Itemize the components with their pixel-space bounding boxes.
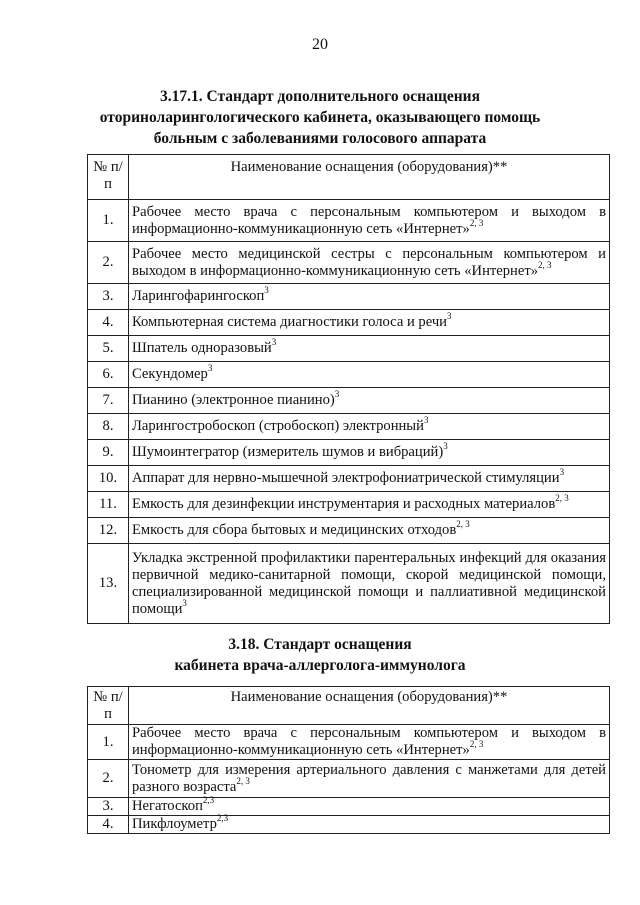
- footnote-reference: 2, 3: [469, 217, 484, 228]
- equipment-name: Пикфлоуметр: [132, 816, 217, 832]
- table-row: [88, 466, 610, 492]
- table-row: [88, 816, 610, 834]
- equipment-cell: [129, 388, 610, 414]
- row-number: 3.: [88, 798, 129, 816]
- equipment-cell: [129, 336, 610, 362]
- row-number: 6.: [88, 362, 129, 388]
- header-number: № п/п: [88, 155, 129, 200]
- row-number: 10.: [88, 466, 129, 492]
- equipment-cell: [129, 362, 610, 388]
- section-title-line: 3.18. Стандарт оснащения: [228, 636, 412, 653]
- section-title-line: 3.17.1. Стандарт дополнительного оснащения: [160, 88, 480, 105]
- equipment-name: Негатоскоп: [132, 798, 203, 814]
- equipment-name: Емкость для дезинфекции инструментария и расходных материалов: [132, 496, 556, 512]
- table-row: [88, 518, 610, 544]
- table-header-row: [88, 155, 610, 200]
- equipment-name: Рабочее место медицинской сестры с персональным компьютером и выходом в информационно-коммуникационную сеть «Интернет»: [132, 245, 606, 279]
- table-row: [88, 414, 610, 440]
- table-row: [88, 388, 610, 414]
- equipment-cell: [129, 414, 610, 440]
- footnote-reference: 3: [182, 597, 187, 608]
- equipment-name: Компьютерная система диагностики голоса и речи: [132, 314, 447, 330]
- equipment-cell: [129, 544, 610, 624]
- table-header-row: [88, 687, 610, 725]
- equipment-cell: [129, 760, 610, 798]
- row-number: 2.: [88, 242, 129, 284]
- footnote-reference: 3: [264, 285, 269, 296]
- table-row: [88, 440, 610, 466]
- row-number: 11.: [88, 492, 129, 518]
- equipment-cell: [129, 795, 610, 816]
- row-number: 8.: [88, 414, 129, 440]
- row-number: 9.: [88, 440, 129, 466]
- equipment-table-3-17-1: [87, 154, 610, 624]
- footnote-reference: 2, 3: [456, 519, 470, 530]
- equipment-table-3-18: [87, 686, 610, 834]
- table-row: [88, 725, 610, 760]
- row-number: 5.: [88, 336, 129, 362]
- equipment-name: Шумоинтегратор (измеритель шумов и вибраций): [132, 444, 444, 460]
- table-row: [88, 242, 610, 284]
- equipment-name: Ларингостробоскоп (стробоскоп) электронный: [132, 418, 424, 434]
- equipment-name: Тонометр для измерения артериального давления с манжетами для детей разного возраста: [132, 761, 606, 795]
- equipment-name: Укладка экстренной профилактики парентеральных инфекций для оказания первичной медико-санитарной помощи, скорой медицинской помощи, специализированной медицинской помощи и паллиативной медицинской помощи: [132, 549, 606, 617]
- equipment-cell: [129, 284, 610, 310]
- row-number: 3.: [88, 284, 129, 310]
- footnote-reference: 2,3: [216, 813, 229, 824]
- equipment-name: Пианино (электронное пианино): [132, 392, 335, 408]
- table-row: [88, 798, 610, 816]
- equipment-name: Емкость для сбора бытовых и медицинских отходов: [132, 522, 457, 538]
- footnote-reference: 2, 3: [236, 775, 250, 786]
- equipment-name: Рабочее место врача с персональным компьютером и выходом в информационно-коммуникационную сеть «Интернет»: [132, 725, 606, 758]
- footnote-reference: 3: [207, 363, 213, 374]
- equipment-cell: [129, 200, 610, 242]
- table-row: [88, 544, 610, 624]
- row-number: 4.: [88, 816, 129, 834]
- equipment-name: Ларингофарингоскоп: [132, 288, 265, 304]
- equipment-cell: [129, 242, 610, 284]
- table-row: [88, 284, 610, 310]
- table-row: [88, 336, 610, 362]
- table-row: [88, 492, 610, 518]
- footnote-reference: 2, 3: [555, 493, 569, 504]
- equipment-cell: [129, 725, 610, 760]
- equipment-name: Шпатель одноразовый: [132, 340, 272, 356]
- row-number: 13.: [88, 544, 129, 624]
- footnote-reference: 3: [559, 467, 565, 478]
- footnote-reference: 3: [443, 441, 448, 452]
- equipment-name: Секундомер: [132, 366, 208, 382]
- table-row: [88, 310, 610, 336]
- equipment-cell: [129, 466, 610, 492]
- footnote-reference: 2, 3: [469, 739, 484, 750]
- row-number: 2.: [88, 760, 129, 798]
- equipment-name: Аппарат для нервно-мышечной электрофониатрической стимуляции: [132, 470, 560, 486]
- row-number: 1.: [88, 200, 129, 242]
- equipment-cell: [129, 440, 610, 466]
- row-number: 1.: [88, 725, 129, 760]
- footnote-reference: 3: [446, 311, 452, 322]
- header-equipment-name: Наименование оснащения (оборудования)**: [129, 687, 610, 725]
- section-title-line: кабинета врача-аллерголога-иммунолога: [174, 657, 466, 674]
- equipment-name: Рабочее место врача с персональным компьютером и выходом в информационно-коммуникационную сеть «Интернет»: [132, 203, 606, 237]
- row-number: 12.: [88, 518, 129, 544]
- equipment-cell: [129, 310, 610, 336]
- equipment-cell: [129, 813, 610, 834]
- table-row: [88, 760, 610, 798]
- section-title-3-17-1: [0, 86, 640, 149]
- equipment-cell: [129, 492, 610, 518]
- table-row: [88, 200, 610, 242]
- row-number: 4.: [88, 310, 129, 336]
- section-title-line: оториноларингологического кабинета, оказывающего помощь: [99, 109, 541, 126]
- row-number: 7.: [88, 388, 129, 414]
- header-number: № п/п: [88, 687, 129, 725]
- header-equipment-name: Наименование оснащения (оборудования)**: [129, 155, 610, 200]
- section-title-line: больным с заболеваниями голосового аппарата: [153, 130, 487, 147]
- equipment-cell: [129, 518, 610, 544]
- page-number: 20: [312, 36, 328, 53]
- footnote-reference: 3: [271, 337, 277, 348]
- footnote-reference: 3: [334, 389, 340, 400]
- footnote-reference: 2, 3: [538, 259, 552, 270]
- table-row: [88, 362, 610, 388]
- section-title-3-18: [0, 634, 640, 676]
- footnote-reference: 2,3: [202, 795, 215, 806]
- footnote-reference: 3: [423, 415, 429, 426]
